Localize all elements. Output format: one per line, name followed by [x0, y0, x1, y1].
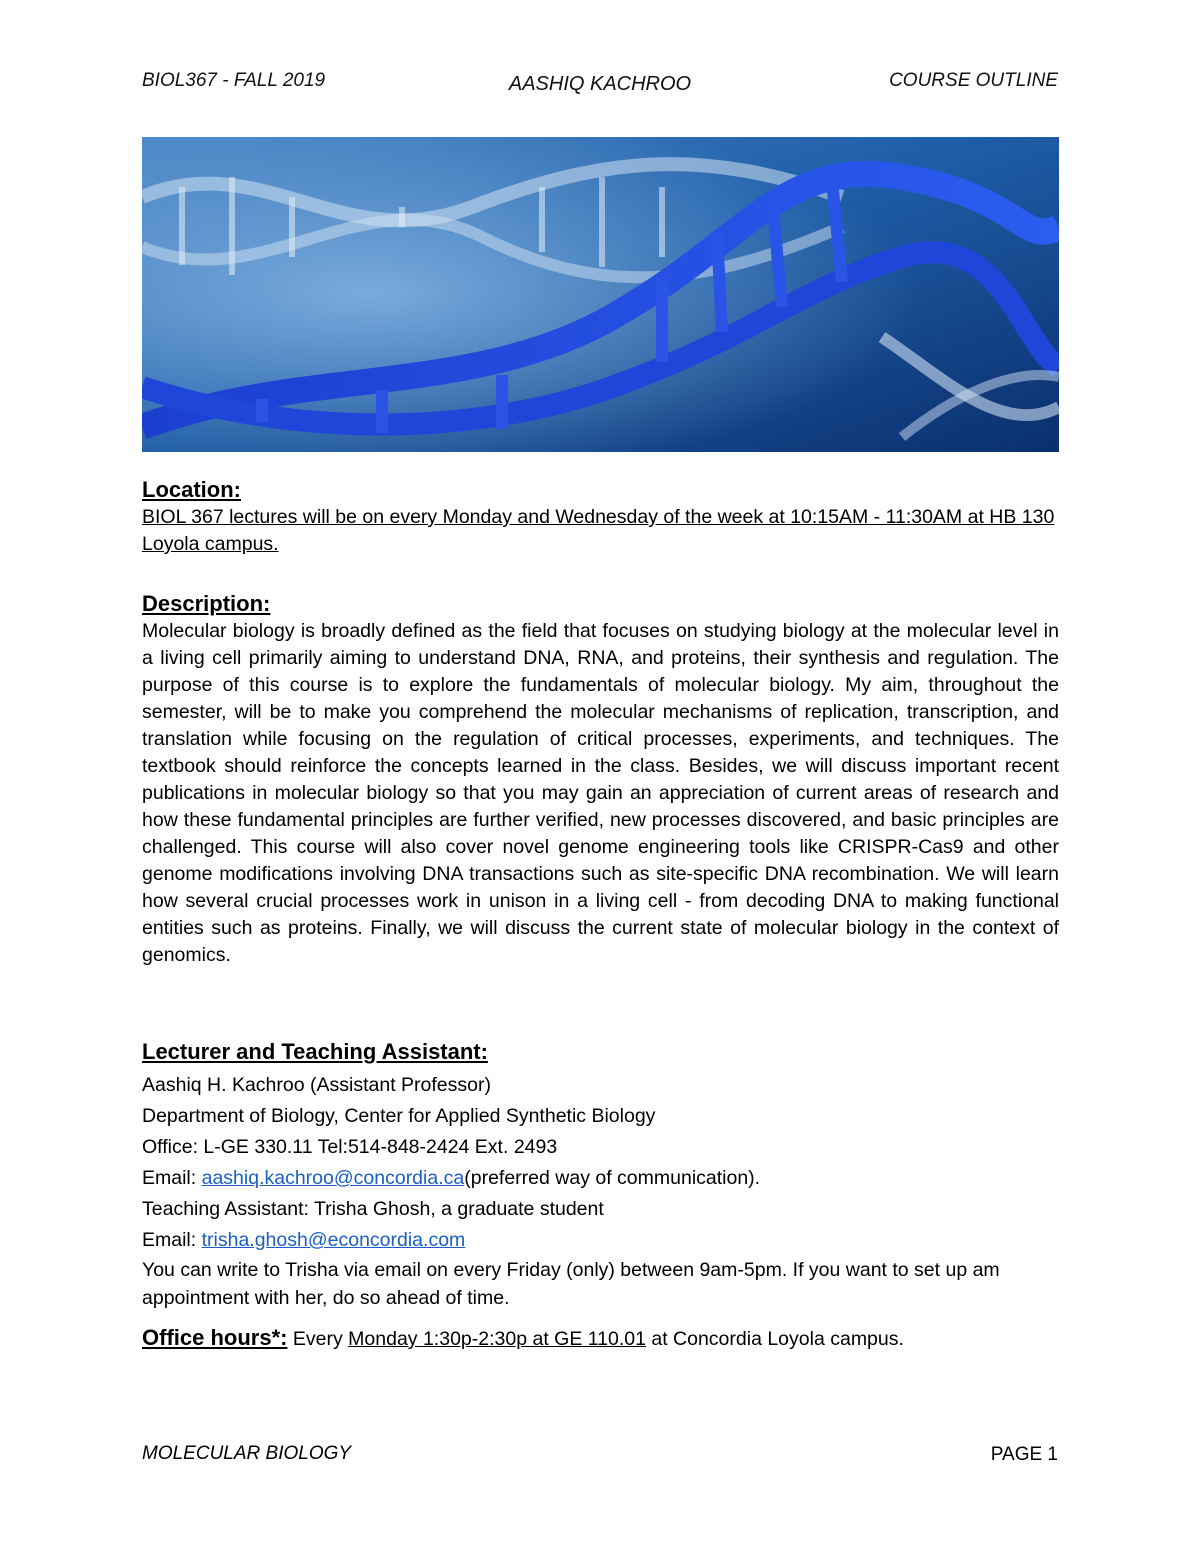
- header-doc-type: COURSE OUTLINE: [889, 70, 1058, 91]
- ta-note: You can write to Trisha via email on every Friday (only) between 9am-5pm. If you want to set up am appointment with her, do so ahead of time.: [142, 1259, 1000, 1309]
- location-text: BIOL 367 lectures will be on every Monday and Wednesday of the week at 10:15AM - 11:30AM at HB 130 Loyola campus.: [142, 506, 1055, 555]
- location-section: [142, 476, 1059, 558]
- ta-email-line: [142, 1225, 1059, 1256]
- lecturer-section: [142, 1038, 1059, 1312]
- lecturer-department: Department of Biology, Center for Applied Synthetic Biology: [142, 1105, 656, 1127]
- description-section: [142, 590, 1059, 969]
- header-course: BIOL367 - FALL 2019: [142, 70, 326, 91]
- office-hours-when: Monday 1:30p-2:30p at GE 110.01: [348, 1328, 646, 1350]
- lecturer-name: Aashiq H. Kachroo (Assistant Professor): [142, 1074, 491, 1096]
- ta-email-link[interactable]: trisha.ghosh@econcordia.com: [201, 1229, 466, 1251]
- dna-helix-image: [142, 137, 1059, 452]
- email-note: (preferred way of communication).: [464, 1167, 761, 1189]
- lecturer-email-link[interactable]: aashiq.kachroo@concordia.ca: [201, 1167, 465, 1189]
- lecturer-email-line: [142, 1163, 1059, 1194]
- office-hours-pre: Every: [292, 1328, 343, 1350]
- footer-page-number: PAGE 1: [990, 1444, 1058, 1465]
- ta-name: Teaching Assistant: Trisha Ghosh, a graduate student: [142, 1198, 604, 1220]
- office-hours-post: at Concordia Loyola campus.: [651, 1328, 904, 1350]
- description-text: Molecular biology is broadly defined as the field that focuses on studying biology at the molecular level in a living cell primarily aiming to understand DNA, RNA, and proteins, their synthesis and regulation. The purpose of this course is to explore the fundamentals of molecular biology. My aim, throughout the semester, will be to make you comprehend the molecular mechanisms of replication, transcription, and translation while focusing on the regulation of critical processes, experiments, and techniques. The textbook should reinforce the concepts learned in the class. Besides, we will discuss important recent publications in molecular biology so that you may gain an appreciation of current areas of research and how these fundamental principles are further verified, new processes discovered, and basic principles are challenged. This course will also cover novel genome engineering tools like CRISPR-Cas9 and other genome modifications involving DNA transactions such as site-specific DNA recombination. We will learn how several crucial processes work in unison in a living cell - from decoding DNA to making functional entities such as proteins. Finally, we will discuss the current state of molecular biology in the context of genomics.: [142, 620, 1059, 966]
- footer-subject: MOLECULAR BIOLOGY: [142, 1443, 352, 1464]
- lecturer-heading: Lecturer and Teaching Assistant:: [142, 1039, 488, 1064]
- office-hours-heading: Office hours*:: [142, 1325, 288, 1350]
- header-author: AASHIQ KACHROO: [508, 73, 692, 95]
- lecturer-office: Office: L-GE 330.11 Tel:514-848-2424 Ext. 2493: [142, 1136, 558, 1158]
- ta-email-label: Email:: [142, 1229, 197, 1251]
- email-label: Email:: [142, 1167, 197, 1189]
- office-hours-line: [142, 1324, 1059, 1354]
- description-heading: Description:: [142, 591, 271, 616]
- location-heading: Location:: [142, 477, 241, 502]
